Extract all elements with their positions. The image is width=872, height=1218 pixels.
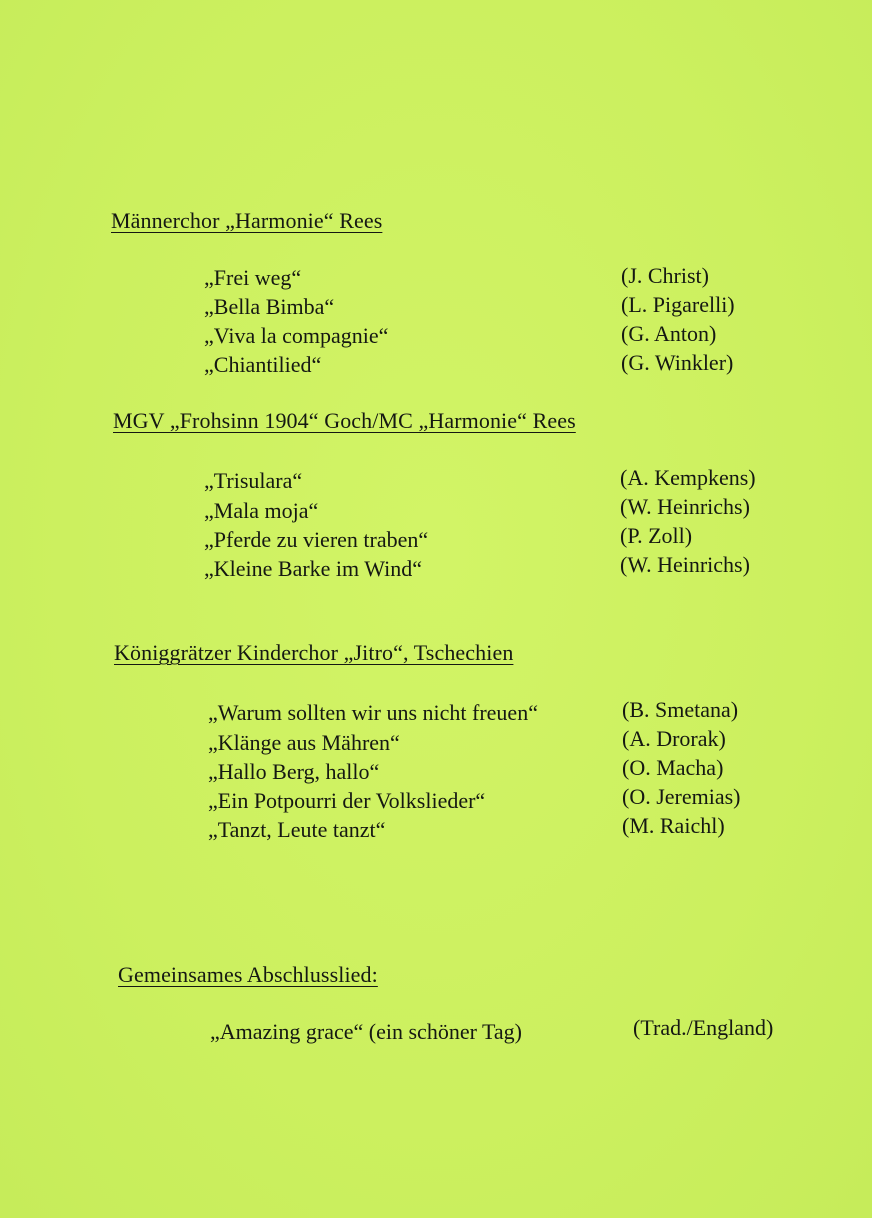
song-composer: (W. Heinrichs) <box>620 494 750 519</box>
song-title: „Chiantilied“ <box>204 352 322 377</box>
song-composer: (A. Drorak) <box>622 726 726 751</box>
song-composer: (L. Pigarelli) <box>621 292 735 317</box>
song-composer: (G. Anton) <box>621 321 717 346</box>
song-title: „Trisulara“ <box>204 468 303 493</box>
song-title: „Viva la compagnie“ <box>204 323 389 348</box>
song-composer: (Trad./England) <box>633 1015 774 1040</box>
song-composer: (W. Heinrichs) <box>620 552 750 577</box>
song-composer: (B. Smetana) <box>622 697 739 722</box>
song-title: „Amazing grace“ (ein schöner Tag) <box>210 1019 523 1044</box>
song-title: „Warum sollten wir uns nicht freuen“ <box>208 700 538 725</box>
section-heading-jitro: Königgrätzer Kinderchor „Jitro“, Tschechien <box>114 640 514 665</box>
song-composer: (O. Macha) <box>622 755 724 780</box>
section-heading-harmonie-rees: Männerchor „Harmonie“ Rees <box>111 208 383 233</box>
song-composer: (A. Kempkens) <box>620 465 756 490</box>
section-heading-abschlusslied: Gemeinsames Abschlusslied: <box>118 962 378 987</box>
song-title: „Bella Bimba“ <box>204 294 335 319</box>
song-composer: (O. Jeremias) <box>622 784 741 809</box>
song-composer: (G. Winkler) <box>621 350 734 375</box>
song-title: „Ein Potpourri der Volkslieder“ <box>208 788 486 813</box>
song-title: „Klänge aus Mähren“ <box>208 730 400 755</box>
song-title: „Mala moja“ <box>204 498 319 523</box>
song-composer: (M. Raichl) <box>622 813 725 838</box>
song-title: „Hallo Berg, hallo“ <box>208 759 380 784</box>
song-title: „Kleine Barke im Wind“ <box>204 556 423 581</box>
song-title: „Frei weg“ <box>204 265 302 290</box>
song-title: „Tanzt, Leute tanzt“ <box>208 817 386 842</box>
song-title: „Pferde zu vieren traben“ <box>204 527 429 552</box>
song-composer: (P. Zoll) <box>620 523 693 548</box>
song-composer: (J. Christ) <box>621 263 709 288</box>
section-heading-frohsinn-goch: MGV „Frohsinn 1904“ Goch/MC „Harmonie“ Rees <box>113 408 576 433</box>
